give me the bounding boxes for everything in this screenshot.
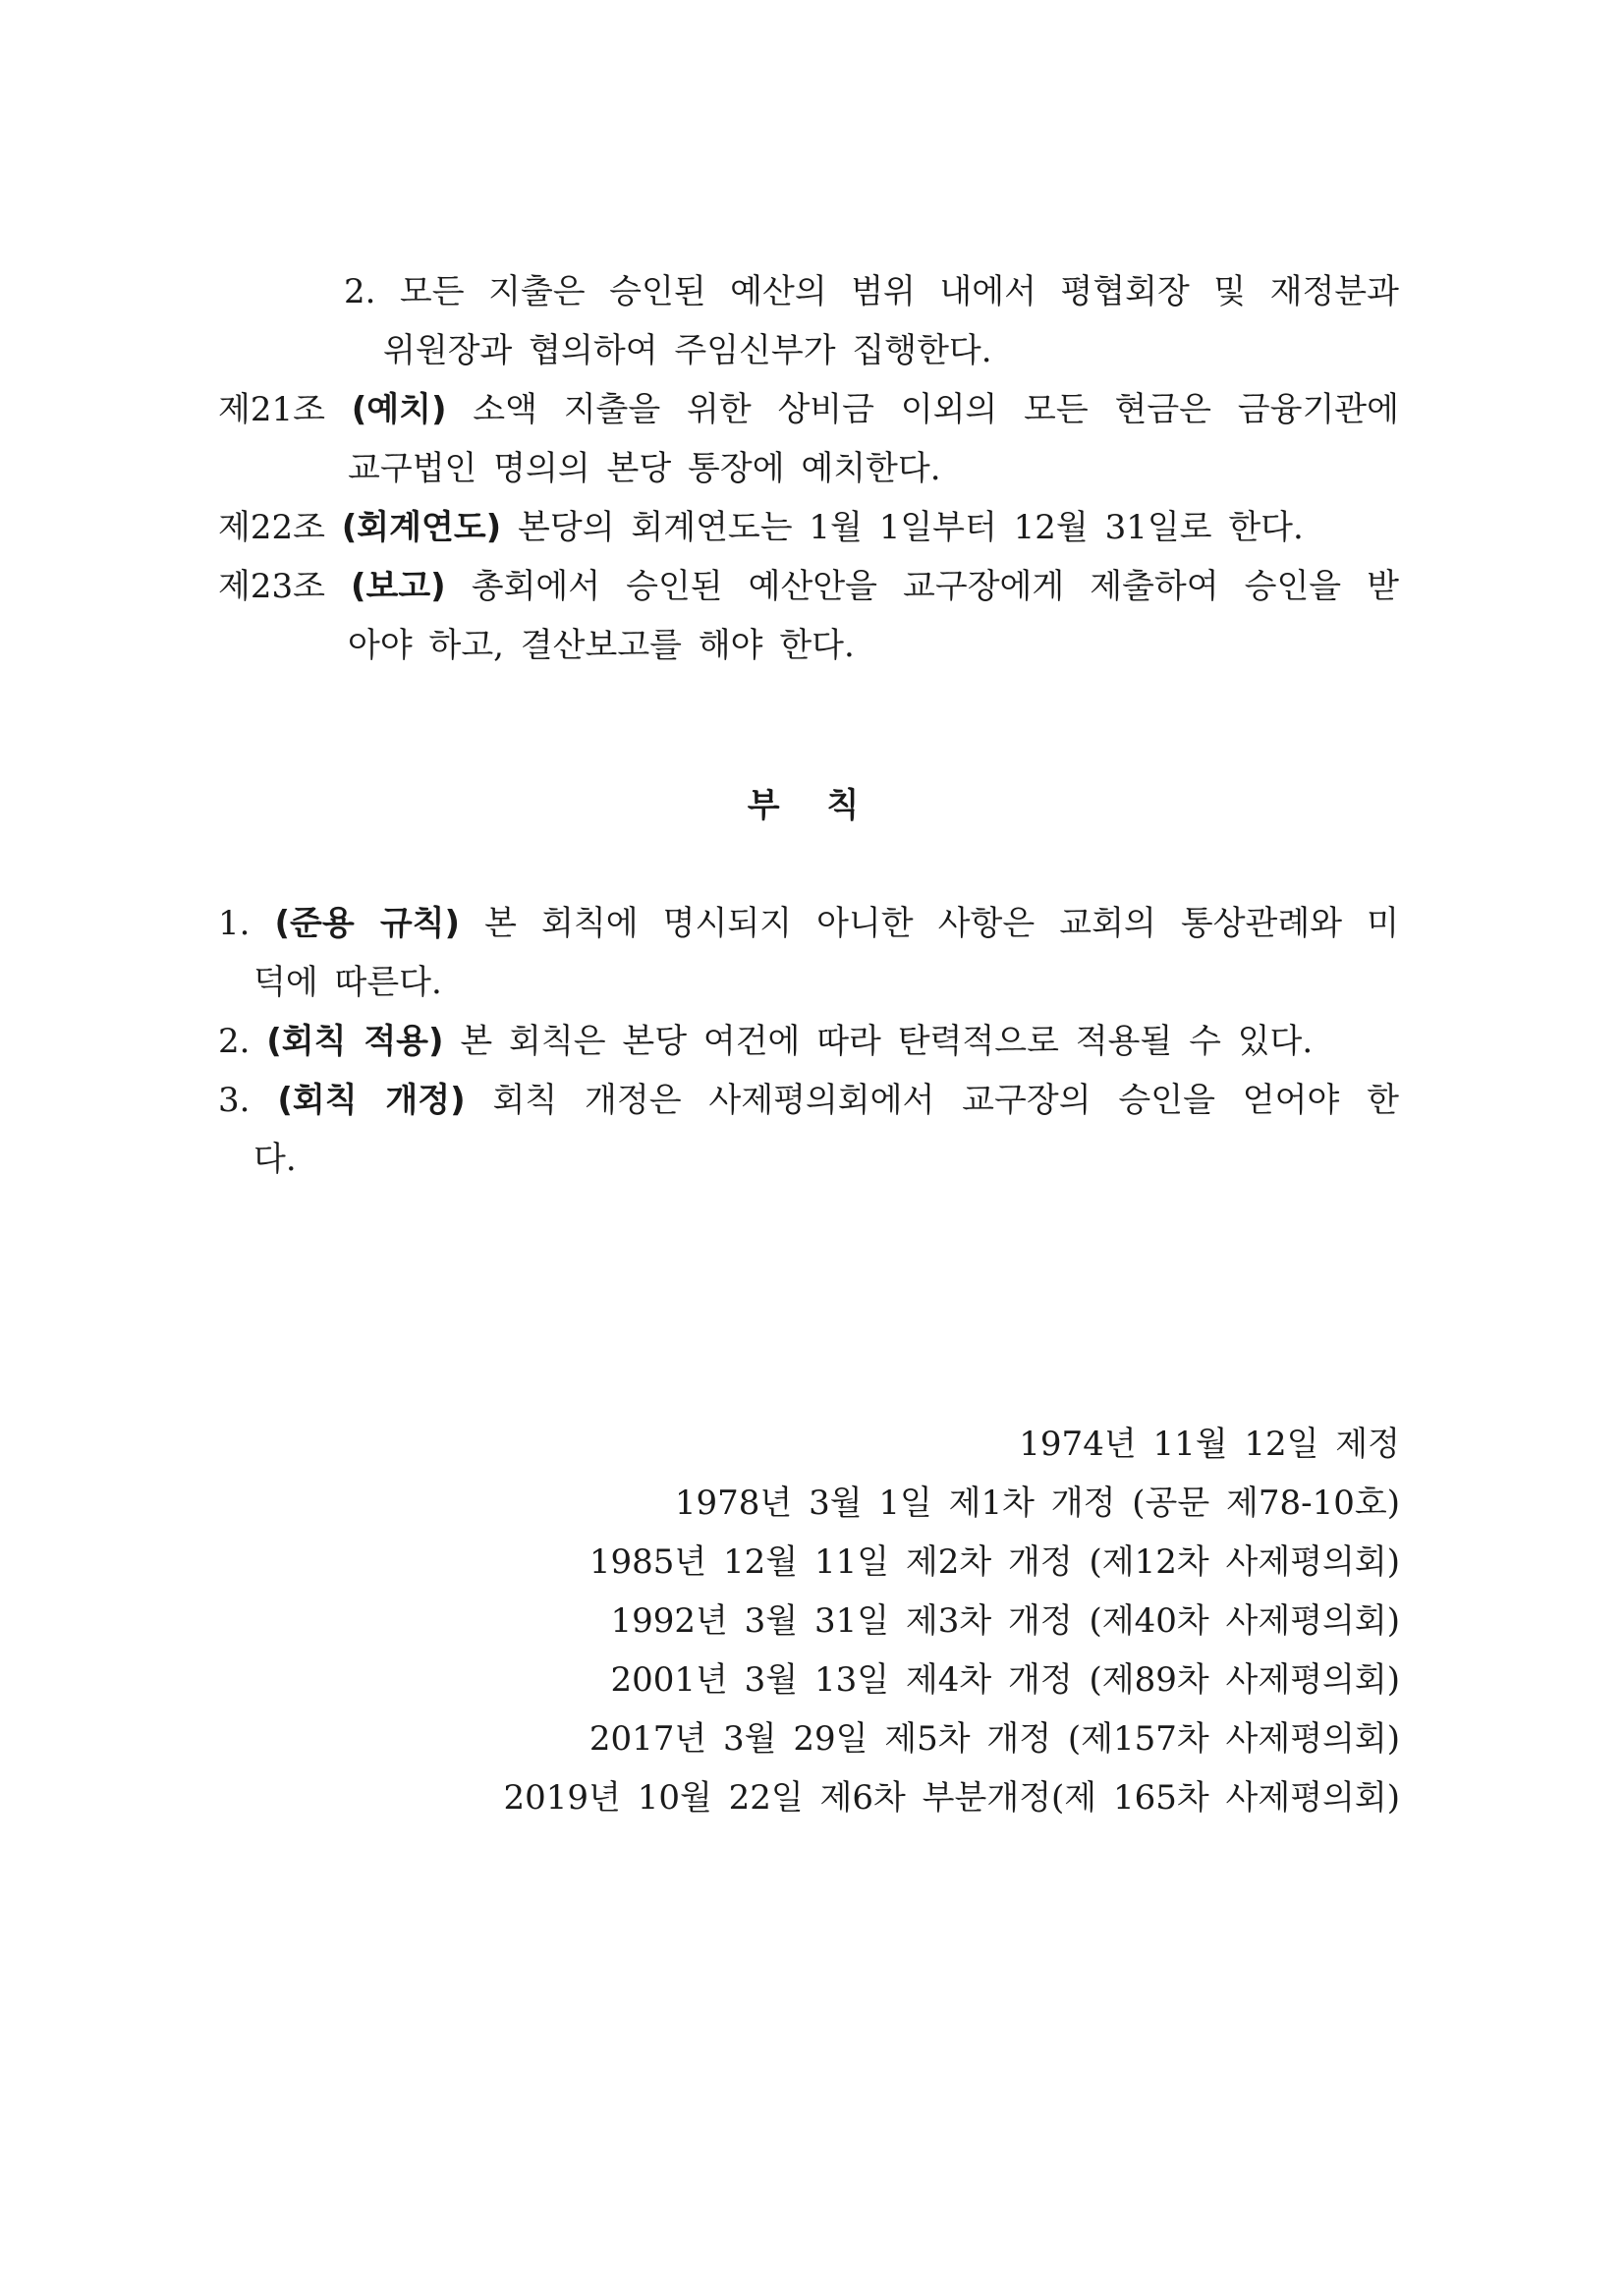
article-23 xyxy=(218,557,1399,675)
item-text: 본 회칙은 본당 여건에 따라 탄력적으로 적용될 수 있다. xyxy=(460,1022,1314,1061)
article-line: 교구법인 명의의 본당 통장에 예치한다. xyxy=(348,449,941,488)
item-line xyxy=(218,894,1399,953)
item-number: 1. xyxy=(218,904,251,943)
article-text: 총회에서 승인된 예산안을 교구장에게 제출하여 승인을 받 xyxy=(471,567,1399,606)
item-text: 회칙 개정은 사제평의회에서 교구장의 승인을 얻어야 한 xyxy=(492,1081,1400,1120)
item-text: 본 회칙에 명시되지 아니한 사항은 교회의 통상관례와 미 xyxy=(484,904,1399,943)
revision-entry: 1985년 12월 11일 제2차 개정 (제12차 사제평의회) xyxy=(588,1542,1400,1582)
item-line xyxy=(218,1012,1399,1071)
revision-entry: 1978년 3월 1일 제1차 개정 (공문 제78-10호) xyxy=(674,1484,1400,1523)
clause-line: 위원장과 협의하여 주임신부가 집행한다. xyxy=(383,331,992,370)
supplementary-item-3 xyxy=(218,1071,1399,1189)
revision-entry: 1974년 11월 12일 제정 xyxy=(1019,1425,1400,1464)
item-title: (회칙 개정) xyxy=(277,1081,466,1120)
article-title: (예치) xyxy=(351,390,447,429)
article-number: 제23조 xyxy=(218,567,325,606)
item-title: (준용 규칙) xyxy=(274,904,461,943)
item-number: 2. xyxy=(218,1022,251,1061)
revision-history xyxy=(504,1415,1400,1827)
article-number: 제22조 xyxy=(218,508,325,547)
article-line xyxy=(218,557,1399,616)
article-22 xyxy=(218,498,1399,557)
supplementary-heading: 부 칙 xyxy=(747,786,877,825)
article-line: 아야 하고, 결산보고를 해야 한다. xyxy=(348,626,855,665)
article-number: 제21조 xyxy=(218,390,325,429)
article-line xyxy=(218,380,1399,439)
clause-line: 2. 모든 지출은 승인된 예산의 범위 내에서 평협회장 및 재정분과 xyxy=(344,272,1399,311)
item-line: 다. xyxy=(253,1140,297,1179)
item-number: 3. xyxy=(218,1081,251,1120)
article-text: 소액 지출을 위한 상비금 이외의 모든 현금은 금융기관에 xyxy=(473,390,1399,429)
article-21 xyxy=(218,380,1399,498)
supplementary-item-2 xyxy=(218,1012,1399,1071)
article-line xyxy=(218,498,1399,557)
revision-entry: 2019년 10월 22일 제6차 부분개정(제 165차 사제평의회) xyxy=(503,1778,1400,1818)
item-title: (회칙 적용) xyxy=(266,1022,444,1061)
item-line: 덕에 따른다. xyxy=(253,963,442,1002)
expenditure-clause xyxy=(344,262,1399,380)
item-line xyxy=(218,1071,1399,1130)
article-title: (회계연도) xyxy=(341,508,502,547)
revision-entry: 2017년 3월 29일 제5차 개정 (제157차 사제평의회) xyxy=(588,1719,1400,1759)
revision-entry: 1992년 3월 31일 제3차 개정 (제40차 사제평의회) xyxy=(610,1601,1400,1641)
article-title: (보고) xyxy=(350,567,446,606)
supplementary-item-1 xyxy=(218,894,1399,1012)
article-text: 본당의 회계연도는 1월 1일부터 12월 31일로 한다. xyxy=(518,508,1304,547)
revision-entry: 2001년 3월 13일 제4차 개정 (제89차 사제평의회) xyxy=(610,1660,1400,1700)
